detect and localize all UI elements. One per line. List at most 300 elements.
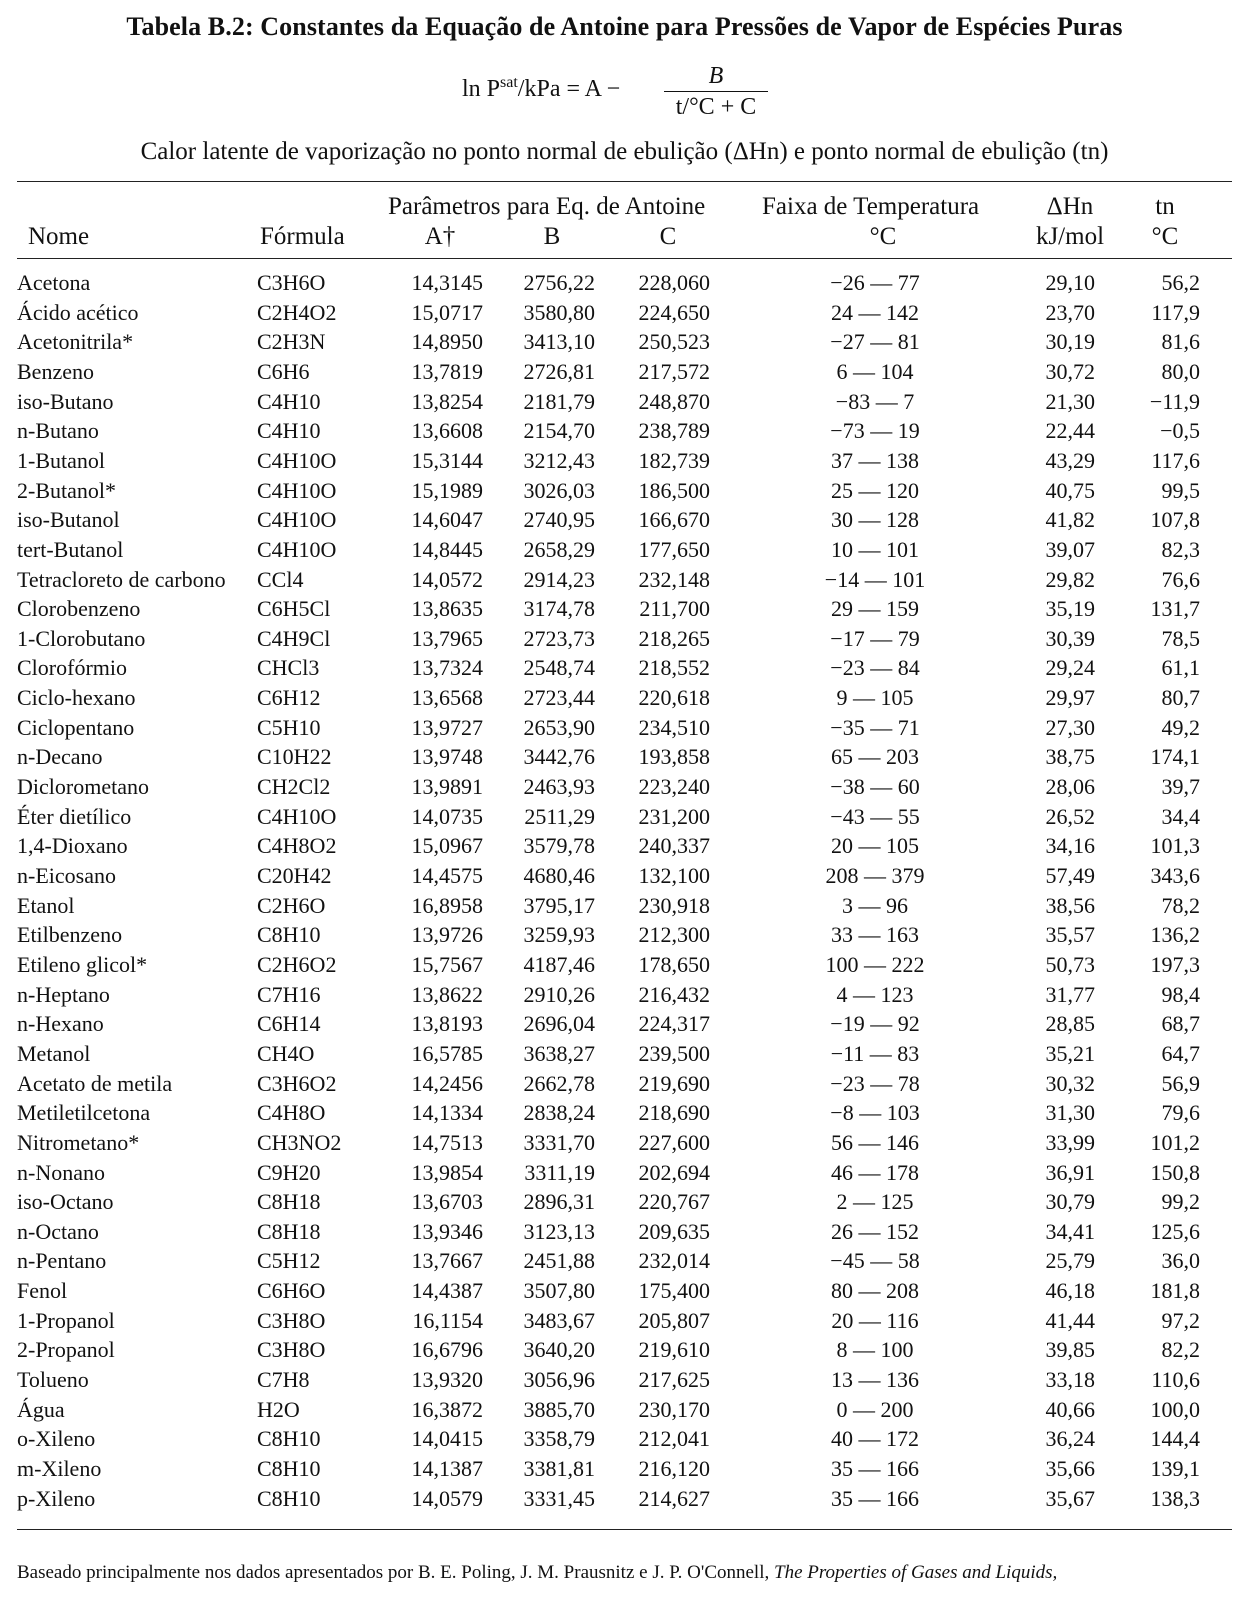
table-row (0, 1454, 1249, 1484)
cell-dh: 41,82 (1045, 507, 1095, 533)
footer-text: Baseado principalmente nos dados apresentados por B. E. Poling, J. M. Prausnitz e J. P. O'Connell, (17, 1562, 770, 1583)
cell-formula: C4H10O (257, 477, 337, 503)
cell-formula: C6H6 (257, 358, 310, 384)
header-dh: ΔHn (1046, 193, 1094, 220)
cell-name: n-Octano (17, 1218, 99, 1244)
table-row (0, 742, 1249, 772)
cell-temp: −19 — 92 (830, 1011, 920, 1037)
cell-b: 3331,45 (523, 1485, 595, 1511)
table-subtitle: Calor latente de vaporização no ponto normal de ebulição (ΔHn) e ponto normal de ebulição (tn) (140, 138, 1109, 165)
cell-tn: 174,1 (1150, 744, 1200, 770)
antoine-equation (0, 62, 1249, 122)
cell-b: 3507,80 (523, 1278, 595, 1304)
cell-name: Ácido acético (17, 299, 139, 325)
cell-a: 16,5785 (411, 1040, 483, 1066)
cell-b: 2653,90 (523, 714, 595, 740)
cell-name: 1-Butanol (17, 447, 105, 473)
table-row (0, 1306, 1249, 1336)
cell-b: 2451,88 (523, 1248, 595, 1274)
table-row (0, 772, 1249, 802)
cell-dh: 22,44 (1045, 418, 1095, 444)
cell-name: p-Xileno (17, 1485, 96, 1511)
cell-temp: 26 — 152 (831, 1218, 919, 1244)
header-rule (17, 258, 1232, 259)
cell-tn: 181,8 (1150, 1278, 1200, 1304)
cell-formula: C4H10O (257, 536, 337, 562)
cell-name: Acetona (17, 270, 91, 295)
cell-formula: C4H8O (257, 1100, 326, 1126)
cell-temp: −23 — 84 (830, 655, 920, 681)
table-row (0, 565, 1249, 595)
cell-dh: 26,52 (1045, 803, 1095, 829)
cell-tn: 98,4 (1161, 981, 1200, 1007)
bottom-rule (17, 1529, 1232, 1530)
cell-name: 1-Clorobutano (17, 625, 146, 651)
cell-formula: C3H6O (257, 270, 326, 295)
cell-a: 16,1154 (412, 1307, 483, 1333)
table-row (0, 891, 1249, 921)
cell-name: Etanol (17, 892, 75, 918)
cell-c: 234,510 (638, 714, 710, 740)
cell-name: n-Eicosano (17, 863, 116, 888)
cell-name: n-Heptano (17, 981, 110, 1007)
cell-c: 132,100 (638, 863, 710, 888)
table-row (0, 683, 1249, 713)
cell-name: Acetonitrila* (17, 329, 134, 355)
cell-dh: 29,97 (1045, 685, 1095, 711)
footer-book: The Properties of Gases and Liquids, (774, 1562, 1058, 1583)
cell-b: 3580,80 (523, 299, 595, 325)
cell-b: 2756,22 (523, 270, 595, 295)
cell-dh: 31,77 (1045, 981, 1095, 1007)
cell-name: n-Hexano (17, 1011, 104, 1037)
cell-b: 3212,43 (523, 447, 595, 473)
cell-a: 13,9346 (411, 1218, 483, 1244)
cell-name: 1,4-Dioxano (17, 833, 128, 859)
table-row (0, 624, 1249, 654)
cell-c: 216,432 (638, 981, 710, 1007)
cell-c: 212,300 (638, 922, 710, 948)
cell-name: Água (17, 1396, 65, 1422)
cell-dh: 43,29 (1045, 447, 1095, 473)
cell-temp: −38 — 60 (830, 774, 920, 800)
cell-name: Tolueno (17, 1367, 89, 1393)
cell-formula: C5H12 (257, 1248, 321, 1274)
table-row (0, 980, 1249, 1010)
cell-temp: 6 — 104 (836, 358, 914, 384)
cell-a: 13,7324 (411, 655, 483, 681)
table-row (0, 1424, 1249, 1454)
cell-formula: C3H6O2 (257, 1070, 337, 1096)
cell-b: 3311,19 (524, 1159, 595, 1185)
header-b: B (543, 223, 561, 250)
cell-c: 219,690 (638, 1070, 710, 1096)
cell-b: 2511,29 (524, 803, 595, 829)
cell-temp: 8 — 100 (836, 1337, 914, 1363)
cell-dh: 36,24 (1045, 1426, 1095, 1452)
cell-a: 13,8622 (411, 981, 483, 1007)
table-row (0, 1395, 1249, 1425)
header-tn: tn (1155, 193, 1175, 220)
cell-temp: 35 — 166 (831, 1485, 919, 1511)
cell-a: 14,0735 (411, 803, 483, 829)
cell-c: 231,200 (638, 803, 710, 829)
cell-tn: 49,2 (1161, 714, 1200, 740)
cell-name: Clorofórmio (17, 655, 127, 681)
cell-name: 2-Propanol (17, 1337, 115, 1363)
cell-tn: 81,6 (1161, 329, 1200, 355)
cell-b: 2723,44 (523, 685, 595, 711)
cell-name: m-Xileno (17, 1456, 102, 1481)
table-row (0, 861, 1249, 891)
cell-formula: C7H8 (257, 1367, 310, 1393)
cell-c: 224,317 (638, 1011, 710, 1037)
cell-a: 13,8635 (411, 596, 483, 622)
cell-b: 3442,76 (523, 744, 595, 770)
table-row (0, 1098, 1249, 1128)
cell-b: 3795,17 (523, 892, 595, 918)
cell-a: 13,7667 (411, 1248, 483, 1274)
cell-c: 228,060 (638, 270, 710, 295)
cell-tn: 78,5 (1161, 625, 1200, 651)
table-row (0, 446, 1249, 476)
cell-c: 218,552 (638, 655, 710, 681)
cell-tn: 101,2 (1150, 1129, 1200, 1155)
cell-tn: 80,7 (1161, 685, 1200, 711)
cell-a: 15,7567 (411, 951, 483, 977)
table-row (0, 298, 1249, 328)
cell-formula: C6H12 (257, 685, 321, 711)
cell-c: 232,148 (638, 566, 710, 592)
cell-dh: 28,06 (1045, 774, 1095, 800)
equation-lhs (462, 74, 620, 103)
table-row (0, 1039, 1249, 1069)
cell-b: 3259,93 (523, 922, 595, 948)
cell-c: 217,572 (638, 358, 710, 384)
equation-fraction (664, 62, 768, 121)
table-row (0, 920, 1249, 950)
cell-a: 13,8193 (411, 1011, 483, 1037)
cell-b: 2662,78 (523, 1070, 595, 1096)
cell-a: 13,6703 (411, 1189, 483, 1215)
cell-c: 218,265 (638, 625, 710, 651)
cell-dh: 28,85 (1045, 1011, 1095, 1037)
cell-c: 193,858 (638, 744, 710, 770)
cell-temp: 10 — 101 (831, 536, 919, 562)
cell-formula: C3H8O (257, 1337, 326, 1363)
cell-temp: 208 — 379 (825, 863, 925, 888)
cell-dh: 46,18 (1045, 1278, 1095, 1304)
cell-formula: C8H10 (257, 922, 321, 948)
cell-name: Etilbenzeno (17, 922, 123, 948)
cell-b: 2896,31 (523, 1189, 595, 1215)
equation-ln-p: ln P (462, 76, 501, 102)
cell-tn: 78,2 (1161, 892, 1200, 918)
top-rule (17, 181, 1232, 182)
cell-temp: 37 — 138 (831, 447, 919, 473)
cell-formula: C2H6O (257, 892, 326, 918)
table-row (0, 1365, 1249, 1395)
cell-dh: 35,57 (1045, 922, 1095, 948)
table-row (0, 1158, 1249, 1188)
cell-a: 15,1989 (411, 477, 483, 503)
cell-temp: 65 — 203 (831, 744, 919, 770)
cell-a: 14,7513 (411, 1129, 483, 1155)
footer-note (17, 1562, 1057, 1584)
table-row (0, 416, 1249, 446)
cell-tn: 110,6 (1151, 1367, 1200, 1393)
cell-name: tert-Butanol (17, 536, 124, 562)
cell-temp: 100 — 222 (825, 951, 925, 977)
cell-dh: 39,07 (1045, 536, 1095, 562)
cell-temp: 0 — 200 (836, 1396, 914, 1422)
cell-b: 3638,27 (523, 1040, 595, 1066)
cell-name: 1-Propanol (17, 1307, 115, 1333)
cell-temp: −27 — 81 (830, 329, 920, 355)
cell-dh: 30,39 (1045, 625, 1095, 651)
header-dh-unit: kJ/mol (1035, 223, 1105, 250)
cell-a: 14,0572 (411, 566, 483, 592)
cell-name: 2-Butanol* (17, 477, 116, 503)
cell-name: Fenol (17, 1278, 68, 1304)
cell-c: 177,650 (638, 536, 710, 562)
table-row (0, 1069, 1249, 1099)
cell-tn: 100,0 (1150, 1396, 1200, 1422)
cell-tn: 79,6 (1161, 1100, 1200, 1126)
cell-c: 248,870 (638, 388, 710, 414)
cell-temp: 24 — 142 (831, 299, 919, 325)
cell-c: 202,694 (638, 1159, 710, 1185)
cell-tn: 150,8 (1150, 1159, 1200, 1185)
cell-temp: −45 — 58 (830, 1248, 920, 1274)
table-row (0, 1217, 1249, 1247)
cell-name: iso-Butanol (17, 507, 120, 533)
cell-c: 166,670 (638, 507, 710, 533)
cell-tn: 99,2 (1161, 1189, 1200, 1215)
cell-tn: 36,0 (1161, 1248, 1200, 1274)
cell-name: Clorobenzeno (17, 596, 141, 622)
cell-c: 232,014 (638, 1248, 710, 1274)
header-nome: Nome (28, 223, 90, 250)
cell-temp: 80 — 208 (831, 1278, 919, 1304)
cell-c: 218,690 (638, 1100, 710, 1126)
cell-name: n-Butano (17, 418, 99, 444)
cell-formula: C8H10 (257, 1485, 321, 1511)
cell-formula: C10H22 (257, 744, 332, 770)
table-row (0, 594, 1249, 624)
cell-name: Metiletilcetona (17, 1100, 151, 1126)
cell-c: 214,627 (638, 1485, 710, 1511)
cell-name: Acetato de metila (17, 1070, 173, 1096)
table-row (0, 505, 1249, 535)
cell-c: 216,120 (638, 1456, 710, 1481)
equation-denominator: t/°C + C (675, 94, 757, 120)
cell-temp: 2 — 125 (836, 1189, 914, 1215)
cell-name: Etileno glicol* (17, 951, 148, 977)
cell-name: Diclorometano (17, 774, 149, 800)
table-row (0, 327, 1249, 357)
cell-c: 224,650 (638, 299, 710, 325)
cell-name: Ciclopentano (17, 714, 135, 740)
cell-dh: 38,56 (1045, 892, 1095, 918)
cell-temp: −11 — 83 (830, 1040, 920, 1066)
cell-temp: −73 — 19 (830, 418, 920, 444)
table-row (0, 1187, 1249, 1217)
cell-dh: 35,21 (1045, 1040, 1095, 1066)
cell-temp: −17 — 79 (830, 625, 920, 651)
cell-formula: C6H6O (257, 1278, 326, 1304)
header-temp-group: Faixa de Temperatura (762, 193, 980, 220)
cell-temp: 4 — 123 (836, 981, 914, 1007)
cell-b: 3056,96 (523, 1367, 595, 1393)
cell-a: 13,9854 (411, 1159, 483, 1185)
equation-sat: sat (500, 74, 518, 91)
cell-dh: 29,24 (1045, 655, 1095, 681)
cell-dh: 36,91 (1045, 1159, 1095, 1185)
cell-dh: 40,66 (1045, 1396, 1095, 1422)
cell-temp: 30 — 128 (831, 507, 919, 533)
cell-a: 14,0579 (411, 1485, 483, 1511)
cell-a: 15,3144 (411, 447, 483, 473)
cell-dh: 29,82 (1045, 566, 1095, 592)
table-row (0, 1276, 1249, 1306)
cell-tn: 39,7 (1161, 774, 1200, 800)
cell-temp: 20 — 105 (831, 833, 919, 859)
cell-dh: 30,32 (1045, 1070, 1095, 1096)
cell-dh: 41,44 (1045, 1307, 1095, 1333)
cell-c: 211,700 (639, 596, 710, 622)
cell-formula: C7H16 (257, 981, 321, 1007)
equation-numerator: B (708, 63, 724, 89)
cell-b: 2740,95 (523, 507, 595, 533)
cell-c: 186,500 (638, 477, 710, 503)
cell-b: 2548,74 (523, 655, 595, 681)
fraction-bar (664, 91, 768, 92)
cell-tn: 61,1 (1161, 655, 1200, 681)
cell-formula: C2H6O2 (257, 951, 337, 977)
cell-formula: C2H3N (257, 329, 326, 355)
cell-tn: 76,6 (1161, 566, 1200, 592)
table-row (0, 950, 1249, 980)
cell-dh: 38,75 (1045, 744, 1095, 770)
cell-dh: 30,79 (1045, 1189, 1095, 1215)
cell-c: 250,523 (638, 329, 710, 355)
cell-formula: C4H10 (257, 388, 321, 414)
table-row (0, 802, 1249, 832)
cell-formula: C8H18 (257, 1218, 321, 1244)
cell-c: 220,767 (638, 1189, 710, 1215)
cell-b: 3358,79 (523, 1426, 595, 1452)
cell-a: 14,8445 (411, 536, 483, 562)
cell-b: 4187,46 (523, 951, 595, 977)
cell-a: 14,2456 (411, 1070, 483, 1096)
cell-c: 220,618 (638, 685, 710, 711)
cell-a: 13,9726 (411, 922, 483, 948)
cell-tn: 80,0 (1161, 358, 1200, 384)
header-c: C (659, 223, 677, 250)
cell-name: Ciclo-hexano (17, 685, 136, 711)
cell-b: 3483,67 (523, 1307, 595, 1333)
cell-b: 3640,20 (523, 1337, 595, 1363)
cell-tn: 117,9 (1151, 299, 1200, 325)
cell-dh: 35,67 (1045, 1485, 1095, 1511)
cell-b: 3123,13 (523, 1218, 595, 1244)
cell-name: Éter dietílico (17, 803, 132, 829)
cell-temp: 9 — 105 (836, 685, 914, 711)
cell-formula: C4H9Cl (257, 625, 331, 651)
cell-b: 2463,93 (523, 774, 595, 800)
cell-temp: −23 — 78 (830, 1070, 920, 1096)
cell-temp: −14 — 101 (824, 566, 926, 592)
cell-dh: 34,41 (1045, 1218, 1095, 1244)
cell-formula: C6H5Cl (257, 596, 331, 622)
cell-a: 14,0415 (411, 1426, 483, 1452)
table-row (0, 1484, 1249, 1514)
cell-a: 16,8958 (411, 892, 483, 918)
table-row (0, 535, 1249, 565)
cell-tn: 82,2 (1161, 1337, 1200, 1363)
cell-temp: 13 — 136 (831, 1367, 919, 1393)
cell-b: 2181,79 (523, 388, 595, 414)
cell-dh: 25,79 (1045, 1248, 1095, 1274)
cell-b: 2910,26 (523, 981, 595, 1007)
cell-temp: 25 — 120 (831, 477, 919, 503)
cell-temp: 35 — 166 (831, 1456, 919, 1481)
cell-c: 175,400 (638, 1278, 710, 1304)
cell-dh: 33,18 (1045, 1367, 1095, 1393)
cell-formula: H2O (257, 1396, 300, 1422)
cell-formula: C4H10O (257, 447, 337, 473)
cell-dh: 35,19 (1045, 596, 1095, 622)
cell-tn: 117,6 (1151, 447, 1200, 473)
cell-b: 3885,70 (523, 1396, 595, 1422)
table-row (0, 387, 1249, 417)
cell-a: 13,9727 (411, 714, 483, 740)
cell-tn: 343,6 (1150, 863, 1200, 888)
cell-temp: 56 — 146 (831, 1129, 919, 1155)
cell-temp: 20 — 116 (831, 1307, 919, 1333)
cell-temp: −43 — 55 (830, 803, 920, 829)
cell-dh: 35,66 (1045, 1456, 1095, 1481)
cell-name: iso-Butano (17, 388, 114, 414)
cell-c: 205,807 (638, 1307, 710, 1333)
cell-tn: 56,2 (1161, 270, 1200, 295)
cell-c: 238,789 (638, 418, 710, 444)
cell-temp: 46 — 178 (831, 1159, 919, 1185)
table-row (0, 1128, 1249, 1158)
cell-dh: 31,30 (1045, 1100, 1095, 1126)
table-row (0, 357, 1249, 387)
cell-dh: 39,85 (1045, 1337, 1095, 1363)
cell-c: 227,600 (638, 1129, 710, 1155)
cell-temp: 33 — 163 (831, 922, 919, 948)
cell-b: 2658,29 (523, 536, 595, 562)
cell-a: 13,6568 (411, 685, 483, 711)
cell-temp: 40 — 172 (831, 1426, 919, 1452)
cell-c: 209,635 (638, 1218, 710, 1244)
cell-dh: 50,73 (1045, 951, 1095, 977)
cell-a: 14,4387 (411, 1278, 483, 1304)
cell-formula: C2H4O2 (257, 299, 337, 325)
cell-name: iso-Octano (17, 1189, 114, 1215)
cell-formula: CH4O (257, 1040, 315, 1066)
cell-name: o-Xileno (17, 1426, 96, 1452)
header-antoine-group: Parâmetros para Eq. de Antoine (388, 193, 706, 220)
table-row (0, 476, 1249, 506)
cell-c: 240,337 (638, 833, 710, 859)
cell-tn: −11,9 (1149, 388, 1200, 414)
cell-a: 14,4575 (411, 863, 483, 888)
